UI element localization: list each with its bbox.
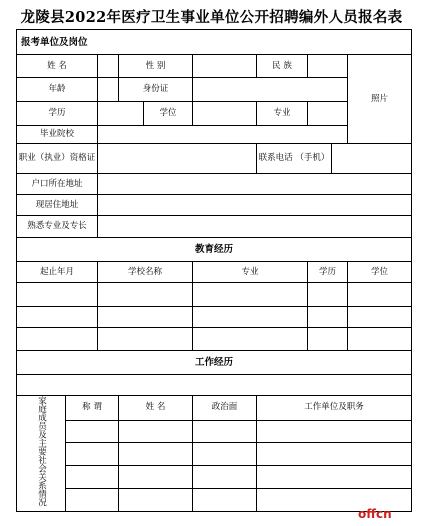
family-col-title: 称 谓 <box>66 396 119 421</box>
family-cell[interactable] <box>119 488 193 511</box>
apply-position-label: 报考单位及岗位 <box>17 30 412 55</box>
specialty-value[interactable] <box>98 216 412 238</box>
degree-value[interactable] <box>193 102 257 126</box>
name-label: 姓 名 <box>17 55 98 78</box>
household-value[interactable] <box>98 174 412 195</box>
edu-cell[interactable] <box>308 328 348 351</box>
edu-col-education: 学历 <box>308 262 348 283</box>
specialty-label: 熟悉专业及专长 <box>17 216 98 238</box>
edu-cell[interactable] <box>193 328 308 351</box>
id-card-label: 身份证 <box>119 78 193 102</box>
family-cell[interactable] <box>193 443 257 466</box>
form-title: 龙陵县2022年医疗卫生事业单位公开招聘编外人员报名表 <box>20 9 403 26</box>
family-cell[interactable] <box>193 466 257 489</box>
edu-cell[interactable] <box>348 328 412 351</box>
edu-col-period: 起止年月 <box>17 262 98 283</box>
gender-value[interactable] <box>193 55 257 78</box>
edu-cell[interactable] <box>308 283 348 307</box>
edu-cell[interactable] <box>348 283 412 307</box>
edu-cell[interactable] <box>98 283 193 307</box>
household-label: 户口所在地址 <box>17 174 98 195</box>
ethnicity-value[interactable] <box>308 55 348 78</box>
family-cell[interactable] <box>193 488 257 511</box>
edu-cell[interactable] <box>348 307 412 328</box>
education-section-title: 教育经历 <box>17 238 412 262</box>
contact-value[interactable] <box>332 144 412 174</box>
family-cell[interactable] <box>66 488 119 511</box>
edu-cell[interactable] <box>98 307 193 328</box>
family-cell[interactable] <box>119 443 193 466</box>
family-col-political: 政治面 <box>193 396 257 421</box>
family-cell[interactable] <box>66 420 119 443</box>
offcn-watermark: offcn <box>358 507 392 521</box>
family-col-name: 姓 名 <box>119 396 193 421</box>
gender-label: 性 别 <box>119 55 193 78</box>
edu-cell[interactable] <box>17 328 98 351</box>
family-cell[interactable] <box>66 466 119 489</box>
age-label: 年龄 <box>17 78 98 102</box>
registration-form <box>16 29 412 512</box>
edu-cell[interactable] <box>193 283 308 307</box>
family-cell[interactable] <box>193 420 257 443</box>
edu-cell[interactable] <box>193 307 308 328</box>
qualification-label: 职业（执业）资格证 <box>17 144 98 174</box>
graduate-school-value[interactable] <box>98 126 348 144</box>
edu-cell[interactable] <box>17 307 98 328</box>
family-cell[interactable] <box>257 466 412 489</box>
major-value[interactable] <box>308 102 348 126</box>
ethnicity-label: 民 族 <box>257 55 308 78</box>
id-card-value[interactable] <box>193 78 348 102</box>
family-cell[interactable] <box>257 420 412 443</box>
edu-cell[interactable] <box>98 328 193 351</box>
major-label: 专业 <box>257 102 308 126</box>
work-section-title: 工作经历 <box>17 351 412 375</box>
residence-value[interactable] <box>98 195 412 216</box>
family-col-employer: 工作单位及职务 <box>257 396 412 421</box>
graduate-school-label: 毕业院校 <box>17 126 98 144</box>
photo-box: 照片 <box>348 55 412 144</box>
edu-cell[interactable] <box>17 283 98 307</box>
family-cell[interactable] <box>119 466 193 489</box>
age-value[interactable] <box>98 78 119 102</box>
family-cell[interactable] <box>257 443 412 466</box>
edu-col-major: 专业 <box>193 262 308 283</box>
family-section-label <box>17 396 66 512</box>
degree-label: 学位 <box>144 102 193 126</box>
work-row[interactable] <box>17 375 412 396</box>
family-cell[interactable] <box>119 420 193 443</box>
education-value[interactable] <box>98 102 144 126</box>
edu-col-degree: 学位 <box>348 262 412 283</box>
edu-cell[interactable] <box>308 307 348 328</box>
qualification-value[interactable] <box>98 144 257 174</box>
residence-label: 现居住地址 <box>17 195 98 216</box>
education-label: 学历 <box>17 102 98 126</box>
family-cell[interactable] <box>66 443 119 466</box>
edu-col-school: 学校名称 <box>98 262 193 283</box>
family-section-label-text: 家庭成员及主要社会关系情况 <box>36 396 47 507</box>
contact-label: 联系电话 （手机） <box>257 144 332 174</box>
name-value[interactable] <box>98 55 119 78</box>
